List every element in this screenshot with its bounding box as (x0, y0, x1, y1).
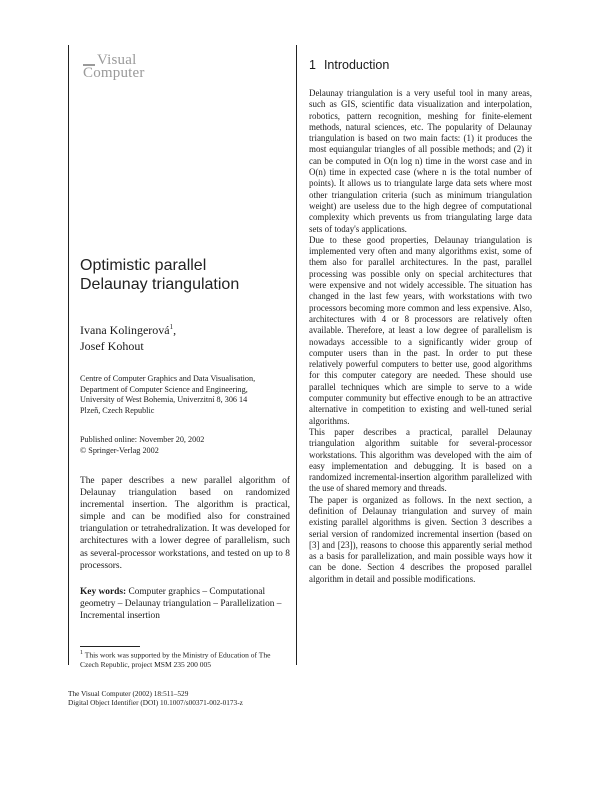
journal-logo (83, 52, 173, 83)
published-date: Published online: November 20, 2002 (80, 435, 205, 444)
keywords (80, 586, 290, 622)
title-line2: Delaunay triangulation (80, 276, 240, 293)
footnote-rule (80, 646, 140, 647)
keywords-text: Computer graphics – Computational geometry – Delaunay triangulation – Parallelization – Incremental insertion (80, 587, 282, 622)
title-line1: Optimistic parallel (80, 257, 207, 274)
affiliation-line: Plzeň, Czech Republic (80, 405, 155, 415)
authors (80, 319, 290, 354)
paragraph: Due to these good properties, Delaunay triangulation is implemented very often and many algorithms exist, some of them also for parallel architectures. In the past, parallel processing was possible only on special architectures that were expensive and not widely accessible. The situation has changed in the last few years, with workstations with two processors becoming more common and less expensive. Also, architectures with 4 or 8 processors are relatively often available. Therefore, at least a low degree of parallelism is nowadays accessible to a significantly wider group of computer users than in the past. In order to put these relatively powerful computers to better use, good algorithms for this computer category are needed. These should use parallel techniques which are simple to serve to a wide computer community but effective enough to be an attractive alternative in competition to existing and well-tuned serial algorithms. (309, 234, 532, 426)
section-heading (309, 58, 389, 72)
abstract: The paper describes a new parallel algorithm of Delaunay triangulation based on randomized incremental insertion. The algorithm is practical, simple and can be modified also for constrained triangulation or tetrahedralization. It was developed for architectures with a lower degree of parallelism, such as several-processor workstations, and tested on up to 8 processors. (80, 476, 290, 571)
doi: Digital Object Identifier (DOI) 10.1007/s00371-002-0173-z (68, 698, 243, 708)
journal-citation: The Visual Computer (2002) 18:511–529 (68, 689, 189, 698)
footnote-mark: 1 (80, 650, 83, 656)
paragraph: The paper is organized as follows. In the next section, a definition of Delaunay triangulation and survey of main existing parallel algorithms is given. Section 3 describes a serial version of randomized incremental insertion (based on [3] and [23]), reasons to choose this apparently serial method as a basis for parallelization, and main possible ways how it can be done. Section 4 describes the proposed parallel algorithm in detail and possible modifications. (309, 494, 532, 584)
column-divider (296, 45, 297, 665)
paragraph: This paper describes a practical, parallel Delaunay triangulation algorithm suitable for several-processor workstations. This algorithm was developed with the aim of easy implementation and debugging. It is based on a randomized incremental-insertion algorithm parallelized with the use of shared memory and threads. (309, 426, 532, 494)
author-separator: , (173, 323, 177, 337)
affiliation-line: Centre of Computer Graphics and Data Visualisation, (80, 374, 256, 383)
paragraph: Delaunay triangulation is a very useful tool in many areas, such as GIS, scientific data visualization and interpolation, robotics, pattern recognition, meshing for finite-element methods, natural sciences, etc. The popularity of Delaunay triangulation is based on two main facts: (1) it produces the most equiangular triangles of all possible methods; and (2) it can be computed in O(n log n) time in the worst case and in O(n) time in expected case (where n is the total number of points). It allows us to triangulate large data sets where most other triangulation criteria (such as minimum triangulation weight) are useless due to the high degree of computational complexity which prevents us from triangulating large data sets of today's applications. (309, 88, 532, 234)
author1: Ivana Kolingerová (80, 323, 170, 337)
author2: Josef Kohout (80, 339, 144, 353)
publication-info (80, 435, 290, 456)
left-border (68, 45, 69, 665)
section-title: Introduction (323, 58, 390, 72)
keywords-label: Key words: (80, 587, 127, 597)
paper-title (80, 256, 290, 294)
body-text (309, 88, 532, 585)
section-number: 1 (309, 58, 316, 72)
journal-info (68, 689, 243, 708)
affiliation-line: University of West Bohemia, Univerzitní 8, 306 14 (80, 395, 248, 404)
footnote-text: This work was supported by the Ministry of Education of The Czech Republic, project MSM 235 200 005 (80, 650, 271, 669)
affiliation-line: Department of Computer Science and Engineering, (80, 384, 248, 394)
affiliation (80, 374, 290, 416)
logo-line1: Visual (97, 52, 137, 68)
copyright: © Springer-Verlag 2002 (80, 445, 159, 455)
footnote (80, 649, 285, 670)
author1-footnote-mark: 1 (169, 323, 174, 331)
logo-line2: Computer (83, 65, 145, 81)
